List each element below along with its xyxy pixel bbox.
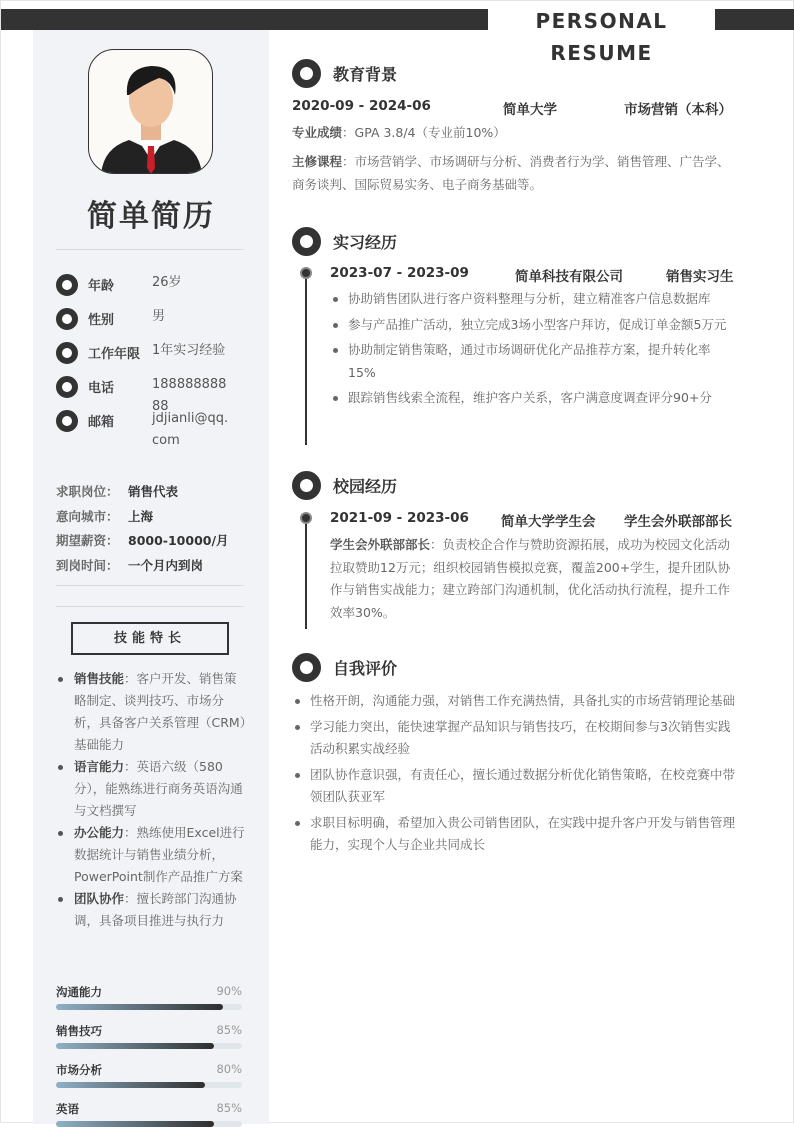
skill-label: 销售技能 <box>74 671 125 686</box>
internship-row <box>330 265 750 285</box>
skill-label: 语言能力 <box>74 759 125 774</box>
info-label: 电话 <box>88 381 115 396</box>
skill-bars <box>56 984 242 1140</box>
info-value: 1年实习经验 <box>152 343 226 358</box>
bullet-item: 参与产品推广活动，独立完成3场小型客户拜访，促成订单金额5万元 <box>330 314 730 337</box>
skill-bar <box>56 984 242 1023</box>
skill-bar-label: 沟通能力 <box>56 985 102 999</box>
section-title: 自我评价 <box>333 659 398 678</box>
skill-label: 团队协作 <box>74 891 125 906</box>
courses-value: ：市场营销学、市场调研与分析、消费者行为学、销售管理、广告学、商务谈判、国际贸易实务、电子商务基础等。 <box>292 154 730 192</box>
timeline-line <box>305 517 307 629</box>
bullet-ring-icon <box>56 376 78 398</box>
campus-role: 学生会外联部部长 <box>624 514 732 530</box>
job-label: 意向城市： <box>56 508 119 524</box>
job-value: 8000-10000/月 <box>128 533 229 548</box>
info-label: 性别 <box>88 313 115 328</box>
info-label: 邮箱 <box>88 415 115 430</box>
skill-bar-label: 英语 <box>56 1102 79 1116</box>
section-title: 校园经历 <box>333 477 398 496</box>
skill-bar <box>56 1023 242 1062</box>
education-school: 简单大学 <box>503 102 557 118</box>
section-campus <box>292 471 397 500</box>
internship-company: 简单科技有限公司 <box>515 269 623 285</box>
skill-bar-label: 市场分析 <box>56 1063 102 1077</box>
timeline-dot-icon <box>300 267 312 279</box>
info-value: 男 <box>152 309 166 324</box>
section-education <box>292 59 397 88</box>
section-title: 实习经历 <box>333 233 398 252</box>
bullet-item: 团队协作意识强，有责任心，擅长通过数据分析优化销售策略，在校竞赛中带领团队获亚军 <box>292 764 737 809</box>
education-courses <box>292 151 732 196</box>
page-title: PERSONAL RESUME <box>488 5 715 35</box>
resume-name: 简单简历 <box>87 199 215 234</box>
job-value: 一个月内到岗 <box>128 557 204 573</box>
info-age <box>56 275 256 309</box>
job-intention <box>56 482 256 580</box>
courses-label: 主修课程 <box>292 154 343 169</box>
info-value[interactable]: jdjianli@qq.com <box>152 411 229 448</box>
section-self-evaluation <box>292 653 397 682</box>
info-email <box>56 411 256 461</box>
info-gender <box>56 309 256 343</box>
skill-item <box>56 756 246 822</box>
bullet-ring-icon <box>56 410 78 432</box>
skill-bar-track <box>56 1121 242 1127</box>
campus-desc-text: ：负责校企合作与赞助资源拓展，成功为校园文化活动拉取赞助12万元；组织校园销售模拟竞赛，覆盖200+学生，提升团队协作与销售实战能力；建立跨部门沟通机制，优化活动执行流程，提升工作效率30%。 <box>330 537 731 620</box>
job-label: 期望薪资： <box>56 533 119 548</box>
job-value: 上海 <box>128 508 154 524</box>
divider <box>56 249 244 250</box>
section-internship <box>292 227 397 256</box>
personal-info <box>56 275 256 461</box>
job-label: 求职岗位： <box>56 484 119 499</box>
skill-text: ：熟练使用Excel进行数据统计与销售业绩分析，PowerPoint制作产品推广方案 <box>74 825 245 884</box>
skill-bar-fill <box>56 1121 214 1127</box>
section-ring-icon <box>292 227 321 256</box>
skill-text: ：擅长跨部门沟通协调，具备项目推进与执行力 <box>74 891 237 928</box>
gpa-label: 专业成绩 <box>292 125 343 140</box>
skill-bar <box>56 1062 242 1101</box>
bullet-item: 性格开朗，沟通能力强，对销售工作充满热情，具备扎实的市场营销理论基础 <box>292 690 737 713</box>
job-value: 销售代表 <box>128 484 179 499</box>
bullet-ring-icon <box>56 308 78 330</box>
education-row <box>292 98 742 118</box>
section-ring-icon <box>292 59 321 88</box>
timeline-line <box>305 273 307 445</box>
bullet-item: 求职目标明确，希望加入贵公司销售团队，在实践中提升客户开发与销售管理能力，实现个人与企业共同成长 <box>292 812 737 857</box>
skill-bar-value: 85% <box>216 1023 242 1037</box>
section-title: 教育背景 <box>333 65 398 84</box>
section-ring-icon <box>292 653 321 682</box>
skill-item <box>56 668 246 756</box>
bullet-item: 学习能力突出，能快速掌握产品知识与销售技巧，在校期间参与3次销售实践活动积累实战经验 <box>292 716 737 761</box>
bullet-ring-icon <box>56 274 78 296</box>
job-row <box>56 482 256 507</box>
skill-bar <box>56 1101 242 1140</box>
campus-desc <box>330 534 735 624</box>
info-experience <box>56 343 256 377</box>
divider <box>56 585 244 586</box>
info-label: 年龄 <box>88 279 115 294</box>
education-date: 2020-09 - 2024-06 <box>292 98 431 114</box>
skill-bar-track <box>56 1082 242 1088</box>
internship-date: 2023-07 - 2023-09 <box>330 265 469 281</box>
info-phone <box>56 377 256 414</box>
skill-bar-track <box>56 1043 242 1049</box>
section-ring-icon <box>292 471 321 500</box>
job-row <box>56 531 256 556</box>
skill-label: 办公能力 <box>74 825 125 840</box>
campus-date: 2021-09 - 2023-06 <box>330 510 469 526</box>
self-bullets <box>292 690 737 860</box>
job-row <box>56 507 256 532</box>
divider <box>56 606 244 607</box>
skill-bar-label: 销售技巧 <box>56 1024 102 1038</box>
skill-bar-value: 80% <box>216 1062 242 1076</box>
info-value: 26岁 <box>152 275 182 290</box>
internship-role: 销售实习生 <box>666 269 734 285</box>
bullet-item: 协助制定销售策略，通过市场调研优化产品推荐方案，提升转化率15% <box>330 339 730 384</box>
bullet-item: 跟踪销售线索全流程，维护客户关系，客户满意度调查评分90+分 <box>330 387 730 410</box>
skill-bar-value: 85% <box>216 1101 242 1115</box>
skill-item <box>56 888 246 932</box>
job-label: 到岗时间： <box>56 557 119 573</box>
avatar <box>88 49 213 174</box>
skill-item <box>56 822 246 888</box>
job-row <box>56 556 256 581</box>
bullet-item: 协助销售团队进行客户资料整理与分析，建立精准客户信息数据库 <box>330 288 730 311</box>
timeline-dot-icon <box>300 512 312 524</box>
campus-desc-label: 学生会外联部部长 <box>330 537 431 552</box>
skill-bar-value: 90% <box>216 984 242 998</box>
skill-text: ：英语六级（580分），能熟练进行商务英语沟通与文档撰写 <box>74 759 243 818</box>
education-major: 市场营销（本科） <box>624 102 732 118</box>
campus-row <box>330 510 750 530</box>
skill-bar-fill <box>56 1004 223 1010</box>
internship-bullets <box>330 288 730 413</box>
info-label: 工作年限 <box>88 347 141 362</box>
skills-title: 技能特长 <box>71 622 229 655</box>
skill-text: ：客户开发、销售策略制定、谈判技巧、市场分析，具备客户关系管理（CRM）基础能力 <box>74 671 246 752</box>
skill-bar-fill <box>56 1082 205 1088</box>
bullet-ring-icon <box>56 342 78 364</box>
skills-list <box>56 668 246 932</box>
education-gpa <box>292 122 732 145</box>
info-value: 18888888888 <box>152 377 227 414</box>
skill-bar-track <box>56 1004 242 1010</box>
skill-bar-fill <box>56 1043 214 1049</box>
campus-org: 简单大学学生会 <box>501 514 596 530</box>
gpa-value: ：GPA 3.8/4（专业前10%） <box>342 125 506 140</box>
